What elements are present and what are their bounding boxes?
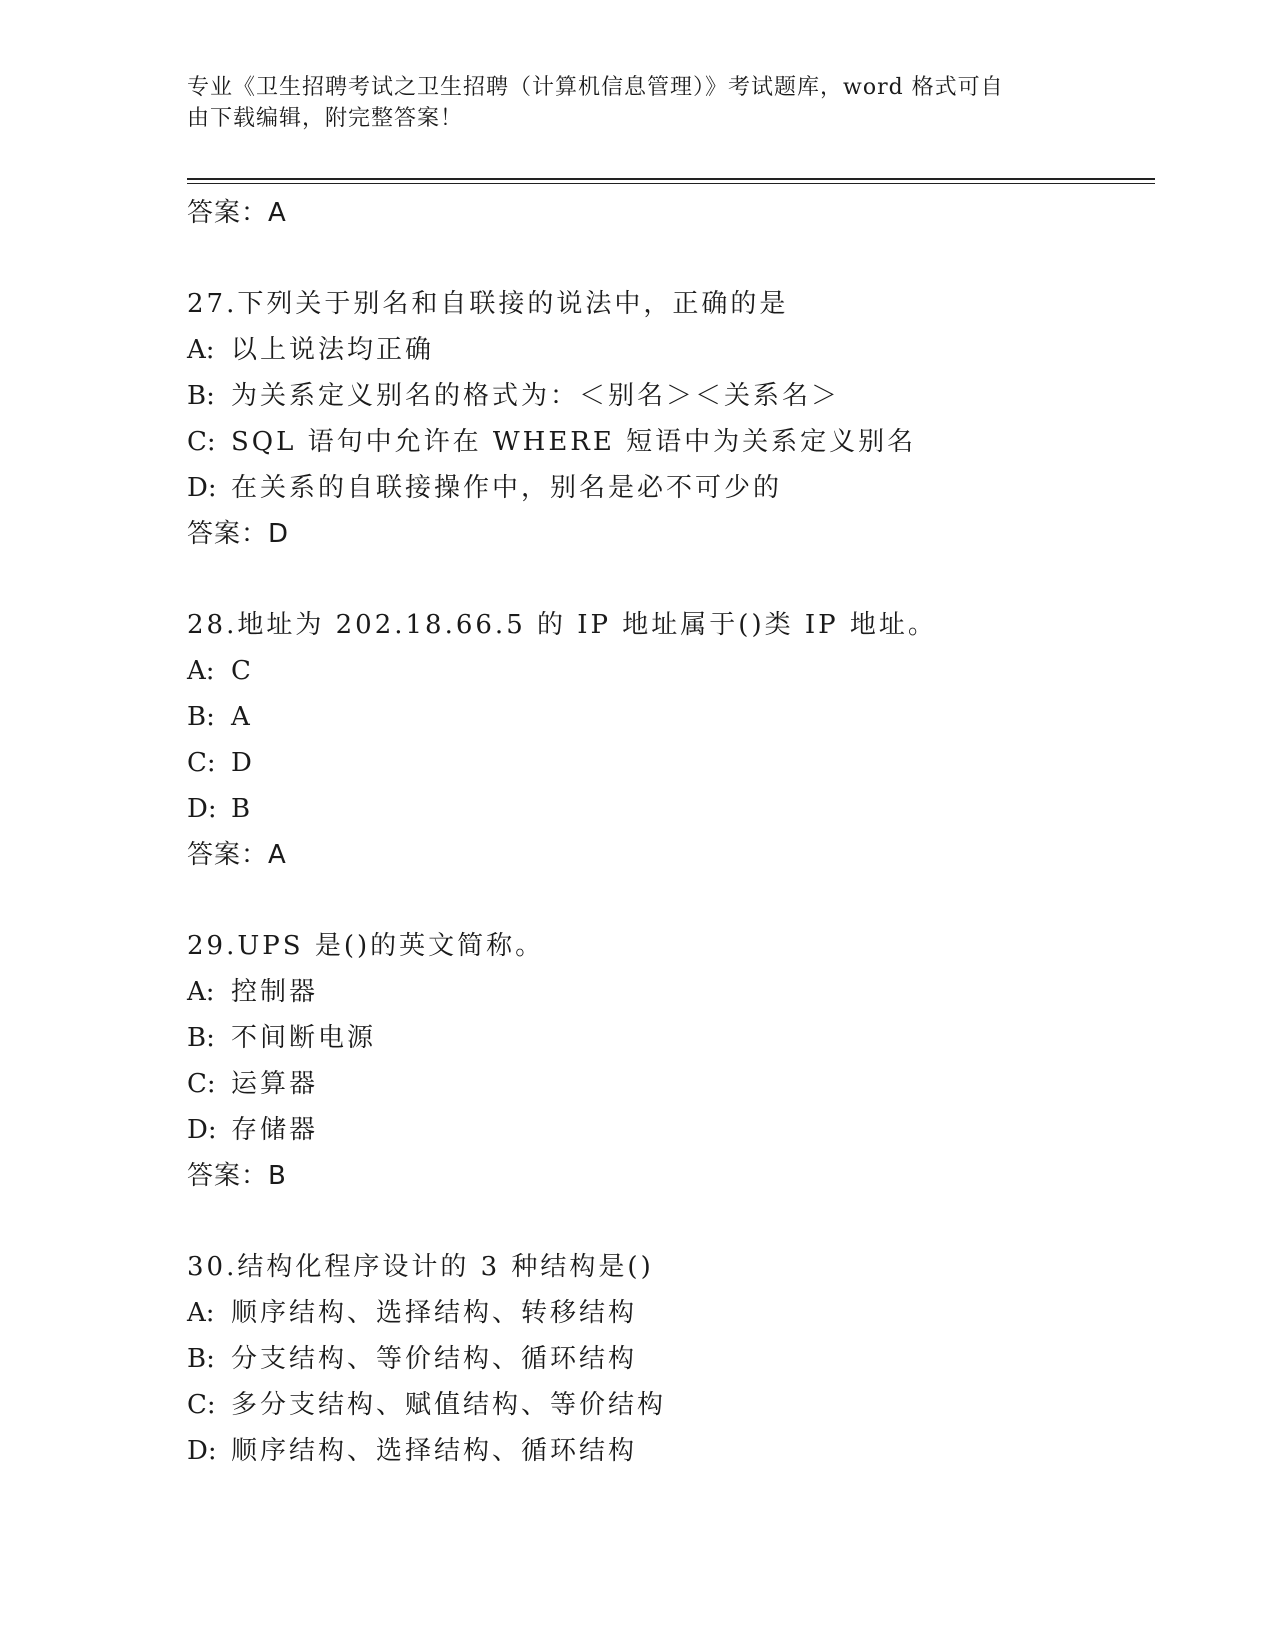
- option-d: [187, 786, 1155, 832]
- option-text: D: [231, 748, 255, 778]
- spacer: [187, 1199, 1155, 1244]
- option-b: [187, 694, 1155, 740]
- option-letter: A:: [187, 977, 215, 1007]
- option-text: SQL 语句中允许在 WHERE 短语中为关系定义别名: [231, 427, 917, 457]
- spacer: [187, 557, 1155, 602]
- option-text: 顺序结构、选择结构、循环结构: [231, 1436, 638, 1466]
- option-text: 为关系定义别名的格式为：＜别名＞＜关系名＞: [231, 381, 841, 411]
- option-text: 运算器: [231, 1069, 319, 1099]
- option-text: 不间断电源: [231, 1023, 377, 1053]
- option-b: [187, 373, 1155, 419]
- answer-line: 答案：D: [187, 519, 290, 549]
- option-a: [187, 969, 1155, 1015]
- option-letter: A:: [187, 335, 215, 365]
- question-stem: 29.UPS 是()的英文简称。: [187, 931, 545, 961]
- option-text: 顺序结构、选择结构、转移结构: [231, 1298, 638, 1328]
- option-text: 多分支结构、赋值结构、等价结构: [231, 1390, 667, 1420]
- option-letter: B:: [187, 1023, 215, 1053]
- option-letter: C:: [187, 1390, 216, 1420]
- header-divider-thin: [187, 183, 1155, 184]
- option-c: [187, 1061, 1155, 1107]
- option-letter: B:: [187, 381, 215, 411]
- option-b: [187, 1336, 1155, 1382]
- option-letter: D:: [187, 1436, 217, 1466]
- option-letter: D:: [187, 794, 217, 824]
- question-block: [187, 1244, 1155, 1474]
- option-letter: B:: [187, 1344, 215, 1374]
- question-list: [187, 190, 1155, 1474]
- option-letter: C:: [187, 427, 216, 457]
- option-text: B: [231, 794, 254, 824]
- header-note-line-1: 专业《卫生招聘考试之卫生招聘（计算机信息管理）》考试题库，word 格式可自: [187, 75, 1004, 100]
- question-stem: 30.结构化程序设计的 3 种结构是(): [187, 1252, 654, 1282]
- option-text: 存储器: [231, 1115, 319, 1145]
- option-text: 以上说法均正确: [231, 335, 435, 365]
- question-stem: 28.地址为 202.18.66.5 的 IP 地址属于()类 IP 地址。: [187, 610, 937, 640]
- header-divider-thick: [187, 178, 1155, 180]
- option-letter: B:: [187, 702, 215, 732]
- option-letter: D:: [187, 473, 217, 503]
- document-header-note: [187, 72, 1067, 134]
- option-text: A: [231, 702, 253, 732]
- option-a: [187, 648, 1155, 694]
- option-letter: A:: [187, 1298, 215, 1328]
- option-d: [187, 1107, 1155, 1153]
- question-block: [187, 602, 1155, 878]
- option-b: [187, 1015, 1155, 1061]
- option-letter: A:: [187, 656, 215, 686]
- option-a: [187, 327, 1155, 373]
- header-note-line-2: 由下载编辑，附完整答案！: [187, 106, 464, 131]
- option-letter: C:: [187, 748, 216, 778]
- option-c: [187, 419, 1155, 465]
- question-block: [187, 923, 1155, 1199]
- option-text: 控制器: [231, 977, 319, 1007]
- option-text: 分支结构、等价结构、循环结构: [231, 1344, 638, 1374]
- option-c: [187, 1382, 1155, 1428]
- question-block: [187, 281, 1155, 557]
- option-a: [187, 1290, 1155, 1336]
- answer-line: 答案：A: [187, 840, 287, 870]
- answer-line: 答案：A: [187, 198, 287, 228]
- option-d: [187, 1428, 1155, 1474]
- option-c: [187, 740, 1155, 786]
- option-letter: D:: [187, 1115, 217, 1145]
- answer-line: 答案：B: [187, 1161, 287, 1191]
- spacer: [187, 878, 1155, 923]
- option-text: 在关系的自联接操作中，别名是必不可少的: [231, 473, 783, 503]
- option-letter: C:: [187, 1069, 216, 1099]
- question-stem: 27.下列关于别名和自联接的说法中，正确的是: [187, 289, 789, 319]
- option-d: [187, 465, 1155, 511]
- option-text: C: [231, 656, 254, 686]
- spacer: [187, 236, 1155, 281]
